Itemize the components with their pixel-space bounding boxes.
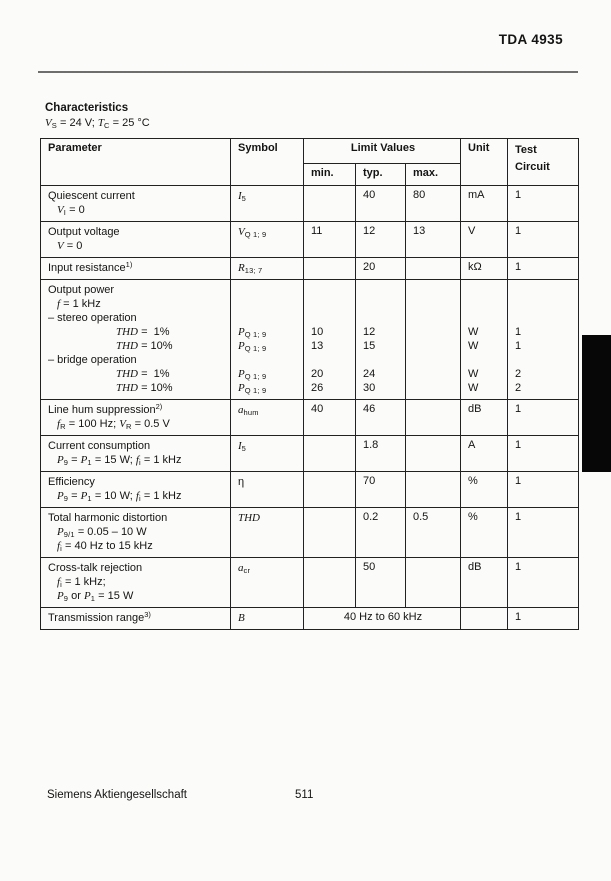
value-line: 15 — [363, 340, 376, 352]
test-circuit-cell: 1 — [508, 222, 579, 258]
symbol: $P_{Q 1; 9}$ — [238, 340, 267, 353]
parameter-cell — [41, 280, 231, 400]
param-condition: THD = 10% — [116, 340, 173, 352]
param-condition: THD = 1% — [116, 326, 170, 338]
unit-cell: % — [461, 508, 508, 558]
col-header-parameter: Parameter — [41, 139, 231, 186]
symbol: THD — [238, 512, 261, 524]
unit-cell: kΩ — [461, 258, 508, 280]
min-cell — [304, 558, 356, 608]
value-line — [363, 297, 400, 311]
param-condition: $f_i = 1$ kHz; — [57, 576, 106, 589]
table-row-input-resistance — [41, 258, 579, 280]
value-line — [515, 311, 573, 325]
unit-cell: A — [461, 436, 508, 472]
param-condition: V = 0 — [57, 240, 83, 252]
symbol: $P_{Q 1; 9}$ — [238, 382, 267, 395]
value-line: 24 — [363, 368, 376, 380]
typ-cell: 46 — [356, 400, 406, 436]
value-line — [311, 283, 350, 297]
param-line: – stereo operation — [48, 312, 137, 324]
test-circuit-cell: 1 — [508, 508, 579, 558]
table-row-output-power — [41, 280, 579, 400]
value-line — [413, 283, 455, 297]
param-line: Total harmonic distortion — [48, 512, 168, 524]
parameter-cell — [41, 608, 231, 630]
min-cell: 40 — [304, 400, 356, 436]
value-line — [311, 353, 350, 367]
param-condition: THD = 10% — [116, 382, 173, 394]
typ-cell: 70 — [356, 472, 406, 508]
test-circuit-cell: 1 — [508, 558, 579, 608]
table-row-quiescent-current — [41, 186, 579, 222]
symbol: $V_{Q 1; 9}$ — [238, 226, 267, 239]
value-line: W — [468, 340, 479, 352]
value-line — [468, 353, 502, 367]
param-line: Output voltage — [48, 226, 120, 238]
characteristics-table — [40, 138, 579, 630]
max-cell — [406, 280, 461, 400]
symbol: $a_{hum}$ — [238, 404, 259, 417]
value-line — [515, 297, 573, 311]
parameter-cell — [41, 436, 231, 472]
param-condition: $P_9$ or $P_1 = 15$ W — [57, 590, 134, 603]
min-cell — [304, 508, 356, 558]
symbol-cell — [231, 436, 304, 472]
value-line — [515, 283, 573, 297]
test-circuit-cell: 1 — [508, 400, 579, 436]
typ-cell — [356, 280, 406, 400]
value-line — [468, 311, 502, 325]
test-circuit-cell — [508, 280, 579, 400]
max-cell — [406, 558, 461, 608]
max-cell: 80 — [406, 186, 461, 222]
symbol-cell — [231, 472, 304, 508]
value-line: 2 — [515, 368, 522, 380]
typ-cell: 12 — [356, 222, 406, 258]
col-header-unit: Unit — [461, 139, 508, 186]
value-line: 1 — [515, 326, 522, 338]
symbol: $P_{Q 1; 9}$ — [238, 368, 267, 381]
table-row-output-voltage — [41, 222, 579, 258]
symbol: B — [238, 612, 245, 624]
symbol: $R_{13; 7}$ — [238, 262, 263, 275]
test-circuit-cell: 1 — [508, 472, 579, 508]
param-condition: $f_R = 100$ Hz; $V_R = 0.5$ V — [57, 418, 170, 431]
page-number: 511 — [295, 789, 314, 801]
symbol — [238, 353, 298, 367]
col-header-limit-values: Limit Values — [304, 139, 461, 164]
symbol — [238, 297, 298, 311]
value-line — [363, 283, 400, 297]
max-cell: 13 — [406, 222, 461, 258]
value-line: 26 — [311, 382, 324, 394]
param-line: Transmission range$^{3)}$ — [48, 610, 151, 624]
min-cell: 11 — [304, 222, 356, 258]
header-rule — [38, 71, 578, 73]
param-condition: $f_i = 40$ Hz to 15 kHz — [57, 540, 153, 553]
value-line — [468, 283, 502, 297]
symbol — [238, 283, 298, 297]
col-header-test-circuit — [508, 139, 579, 186]
value-line — [468, 297, 502, 311]
value-line: 20 — [311, 368, 324, 380]
unit-cell: dB — [461, 400, 508, 436]
col-header-typ: typ. — [356, 164, 406, 186]
param-condition: THD = 1% — [116, 368, 170, 380]
value-line — [363, 353, 400, 367]
symbol-cell — [231, 186, 304, 222]
symbol: η — [238, 476, 245, 488]
max-cell: 0.5 — [406, 508, 461, 558]
value-line: W — [468, 382, 479, 394]
max-cell — [406, 472, 461, 508]
param-line: Efficiency — [48, 476, 95, 488]
symbol: $I_5$ — [238, 440, 247, 453]
typ-cell: 40 — [356, 186, 406, 222]
table-row-current-consumption — [41, 436, 579, 472]
table-row-cross-talk-rejection — [41, 558, 579, 608]
parameter-cell — [41, 186, 231, 222]
param-line: Current consumption — [48, 440, 151, 452]
test-circuit-label-line2: Circuit — [515, 161, 550, 173]
test-circuit-label-line1: Test — [515, 144, 537, 156]
test-circuit-cell: 1 — [508, 258, 579, 280]
unit-cell: dB — [461, 558, 508, 608]
symbol-cell — [231, 400, 304, 436]
unit-cell — [461, 608, 508, 630]
param-condition: $P_{9/1} = 0.05 - 10$ W — [57, 526, 147, 539]
param-condition: $P_9 = P_1 = 10$ W; $f_i = 1$ kHz — [57, 490, 182, 503]
table-row-total-harmonic-distortion — [41, 508, 579, 558]
min-cell — [304, 472, 356, 508]
param-condition: $P_9 = P_1 = 15$ W; $f_i = 1$ kHz — [57, 454, 182, 467]
symbol-cell — [231, 222, 304, 258]
param-line: Quiescent current — [48, 190, 135, 202]
doc-title: TDA 4935 — [498, 32, 563, 47]
symbol-cell — [231, 558, 304, 608]
value-line: 30 — [363, 382, 376, 394]
value-line: 1 — [515, 340, 522, 352]
param-condition: f = 1 kHz — [57, 298, 101, 310]
value-line: W — [468, 326, 479, 338]
param-condition: $V_I = 0$ — [57, 204, 85, 217]
typ-cell: 20 — [356, 258, 406, 280]
max-cell — [406, 400, 461, 436]
test-circuit-cell: 1 — [508, 608, 579, 630]
symbol: $a_{cr}$ — [238, 562, 251, 575]
unit-cell — [461, 280, 508, 400]
parameter-cell — [41, 400, 231, 436]
unit-cell: % — [461, 472, 508, 508]
typ-cell: 1.8 — [356, 436, 406, 472]
section-heading: Characteristics — [45, 102, 129, 114]
symbol: $I_5$ — [238, 190, 247, 203]
col-header-max: max. — [406, 164, 461, 186]
param-line: Line hum suppression$^{2)}$ — [48, 402, 163, 416]
min-cell — [304, 280, 356, 400]
parameter-cell — [41, 472, 231, 508]
parameter-cell — [41, 258, 231, 280]
value-line — [311, 297, 350, 311]
col-header-symbol: Symbol — [231, 139, 304, 186]
value-line: 12 — [363, 326, 376, 338]
table-row-efficiency — [41, 472, 579, 508]
min-cell — [304, 436, 356, 472]
symbol-cell — [231, 508, 304, 558]
table-row-transmission-range — [41, 608, 579, 630]
param-line: Input resistance$^{1)}$ — [48, 260, 133, 274]
limit-values-span-cell: 40 Hz to 60 kHz — [304, 608, 461, 630]
value-line — [363, 311, 400, 325]
typ-cell: 0.2 — [356, 508, 406, 558]
footer-company: Siemens Aktiengesellschaft — [47, 789, 187, 801]
param-line: Cross-talk rejection — [48, 562, 143, 574]
symbol-cell — [231, 258, 304, 280]
symbol-cell — [231, 608, 304, 630]
symbol: $P_{Q 1; 9}$ — [238, 326, 267, 339]
param-line: Output power — [48, 284, 115, 296]
min-cell — [304, 258, 356, 280]
value-line: 10 — [311, 326, 324, 338]
symbol — [238, 311, 298, 325]
test-circuit-cell: 1 — [508, 436, 579, 472]
min-cell — [304, 186, 356, 222]
value-line: 2 — [515, 382, 522, 394]
page-edge-tab — [582, 335, 611, 472]
value-line: W — [468, 368, 479, 380]
typ-cell: 50 — [356, 558, 406, 608]
symbol-cell — [231, 280, 304, 400]
test-conditions: $V_S = 24$ V; $T_C = 25$ °C — [45, 117, 150, 130]
parameter-cell — [41, 558, 231, 608]
value-line — [515, 353, 573, 367]
test-circuit-cell: 1 — [508, 186, 579, 222]
parameter-cell — [41, 508, 231, 558]
max-cell — [406, 258, 461, 280]
max-cell — [406, 436, 461, 472]
col-header-min: min. — [304, 164, 356, 186]
value-line: 13 — [311, 340, 324, 352]
header-row-1 — [41, 139, 579, 164]
table-row-line-hum-suppression — [41, 400, 579, 436]
unit-cell: mA — [461, 186, 508, 222]
parameter-cell — [41, 222, 231, 258]
unit-cell: V — [461, 222, 508, 258]
value-line — [311, 311, 350, 325]
param-line: – bridge operation — [48, 354, 137, 366]
